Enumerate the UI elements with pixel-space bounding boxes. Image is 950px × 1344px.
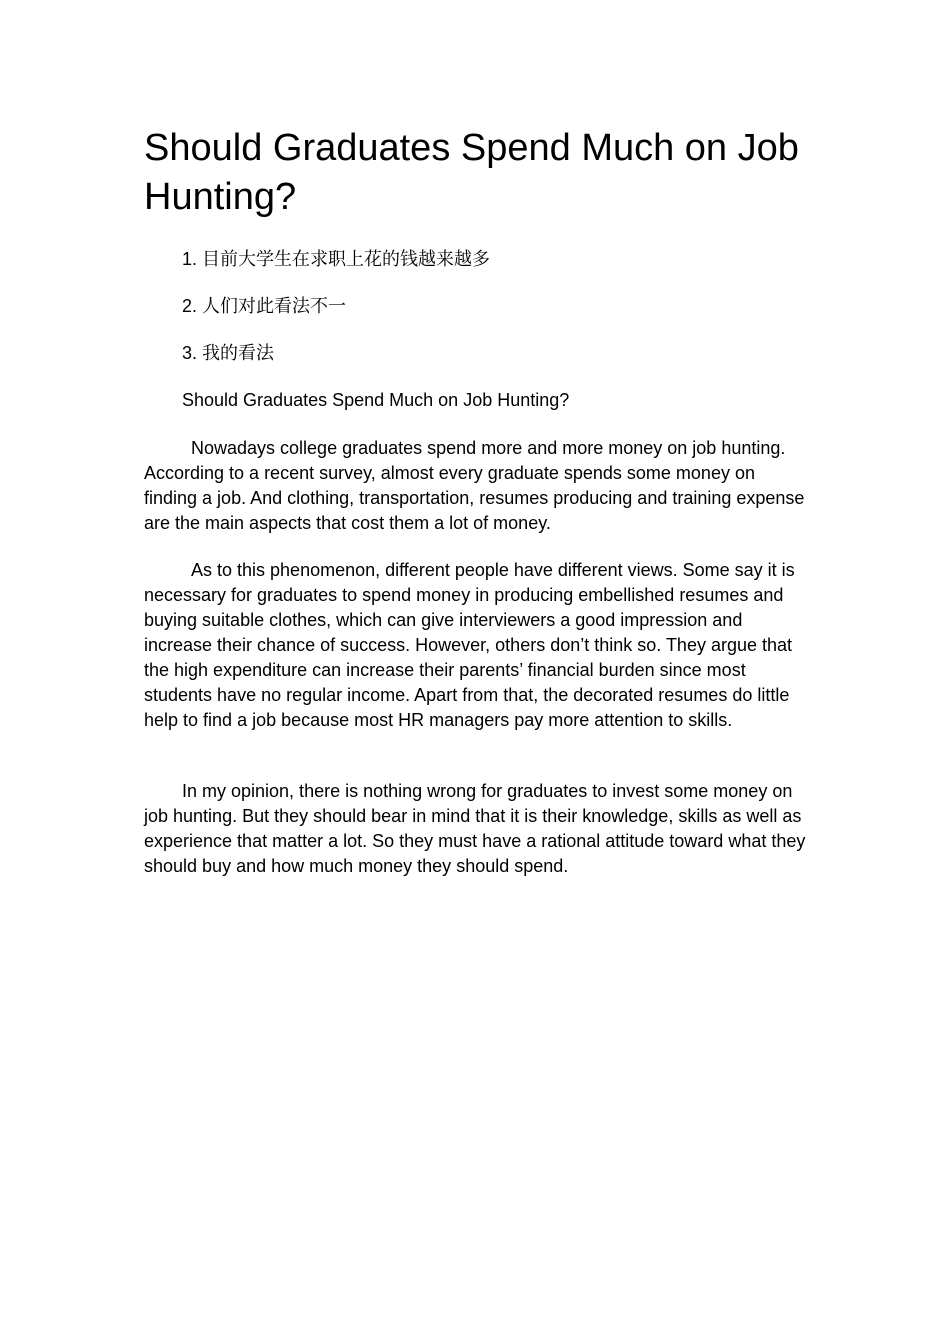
document-title: Should Graduates Spend Much on Job Hunting?: [144, 127, 799, 218]
paragraph-3: In my opinion, there is nothing wrong for graduates to invest some money on job hunting. But they should bear in mind that it is their knowledge, skills as well as experience that matter a lot. So they must have a rational attitude toward what they should buy and how much money they should spend.: [144, 781, 806, 876]
outline-item-3: 3. 我的看法: [182, 343, 275, 363]
outline-item-1: 1. 目前大学生在求职上花的钱越来越多: [182, 249, 491, 269]
outline-item-2: 2. 人们对此看法不一: [182, 296, 347, 316]
essay-title: Should Graduates Spend Much on Job Hunting?: [182, 390, 570, 410]
paragraph-2: As to this phenomenon, different people have different views. Some say it is necessary for graduates to spend money in producing embellished resumes and buying suitable clothes, which can give interviewers a good impression and increase their chance of success. However, others don’t think so. They argue that the high expenditure can increase their parents’ financial burden since most students have no regular income. Apart from that, the decorated resumes do little help to find a job because most HR managers pay more attention to skills.: [144, 560, 795, 730]
paragraph-1: Nowadays college graduates spend more and more money on job hunting. According to a recent survey, almost every graduate spends some money on finding a job. And clothing, transportation, resumes producing and training expense are the main aspects that cost them a lot of money.: [144, 438, 805, 533]
